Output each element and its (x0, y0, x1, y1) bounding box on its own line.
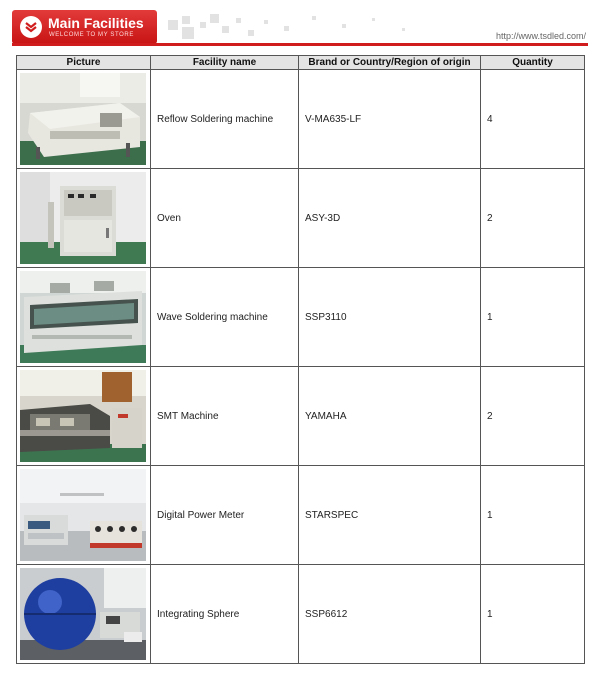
page-header (0, 0, 600, 50)
smt-machine-photo (20, 370, 146, 462)
table-row (17, 70, 585, 169)
quantity-cell: 4 (481, 70, 585, 169)
facility-name-cell: Wave Soldering machine (151, 268, 299, 367)
page-title: Main Facilities (48, 15, 144, 31)
header-divider (12, 43, 588, 46)
brand-cell: SSP6612 (299, 565, 481, 664)
table-header-row (17, 56, 585, 70)
picture-cell (17, 565, 151, 664)
quantity-cell: 1 (481, 565, 585, 664)
column-header-picture: Picture (17, 56, 151, 70)
facility-name-cell: Reflow Soldering machine (151, 70, 299, 169)
column-header-quantity: Quantity (481, 56, 585, 70)
table-row (17, 565, 585, 664)
wave-soldering-machine-photo (20, 271, 146, 363)
table-row (17, 466, 585, 565)
reflow-soldering-machine-photo (20, 73, 146, 165)
table-row (17, 268, 585, 367)
quantity-cell: 2 (481, 367, 585, 466)
facility-name-cell: Digital Power Meter (151, 466, 299, 565)
integrating-sphere-photo (20, 568, 146, 660)
picture-cell (17, 70, 151, 169)
facility-name-cell: Oven (151, 169, 299, 268)
quantity-cell: 1 (481, 466, 585, 565)
picture-cell (17, 367, 151, 466)
table-row (17, 367, 585, 466)
picture-cell (17, 268, 151, 367)
quantity-cell: 2 (481, 169, 585, 268)
brand-cell: V-MA635-LF (299, 70, 481, 169)
brand-cell: ASY-3D (299, 169, 481, 268)
decorative-pattern (162, 12, 462, 42)
table-row (17, 169, 585, 268)
brand-cell: SSP3110 (299, 268, 481, 367)
picture-cell (17, 169, 151, 268)
brand-cell: YAMAHA (299, 367, 481, 466)
site-url[interactable]: http://www.tsdled.com/ (495, 31, 586, 41)
title-banner (12, 10, 157, 44)
column-header-brand: Brand or Country/Region of origin (299, 56, 481, 70)
oven-photo (20, 172, 146, 264)
brand-cell: STARSPEC (299, 466, 481, 565)
picture-cell (17, 466, 151, 565)
page-subtitle: WELCOME TO MY STORE (49, 32, 134, 38)
facility-name-cell: SMT Machine (151, 367, 299, 466)
chevron-down-icon (20, 16, 42, 38)
facility-name-cell: Integrating Sphere (151, 565, 299, 664)
column-header-facility-name: Facility name (151, 56, 299, 70)
facilities-table (16, 55, 585, 664)
quantity-cell: 1 (481, 268, 585, 367)
digital-power-meter-photo (20, 469, 146, 561)
